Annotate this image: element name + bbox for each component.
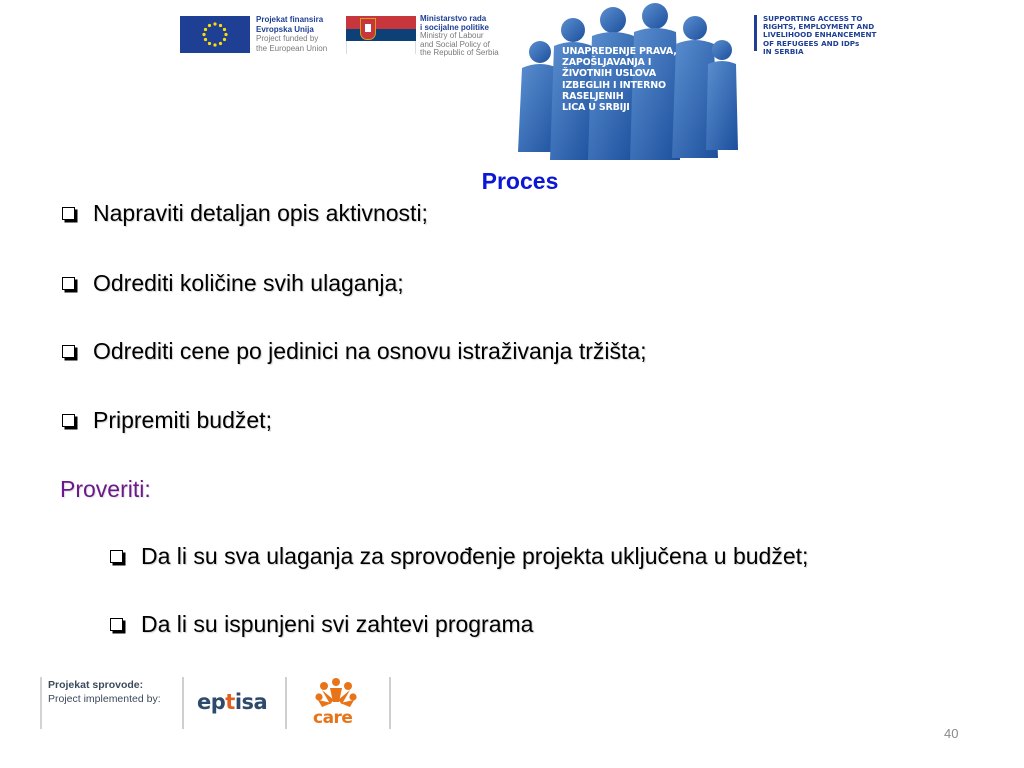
- footer-divider: [285, 677, 287, 729]
- header-divider: [754, 15, 757, 51]
- bullet-item: [62, 200, 428, 227]
- page-number: 40: [944, 726, 959, 741]
- check-heading: Proveriti:: [60, 476, 151, 502]
- crowd-text-line: ZAPOŠLJAVANJA I: [562, 57, 652, 69]
- crowd-text-line: UNAPREDENJE PRAVA,: [562, 46, 677, 57]
- implemented-label-en: Project implemented by:: [48, 693, 161, 705]
- footer-divider: [389, 677, 391, 729]
- bullet-item: [62, 407, 272, 434]
- bullet-item: [62, 270, 404, 297]
- crowd-text-line: RASELJENIH: [562, 90, 624, 102]
- bullet-item: [62, 338, 647, 365]
- ministry-text: [420, 15, 515, 58]
- checkbox-square-icon: [62, 414, 75, 427]
- bullet-text: Odrediti količine svih ulaganja;: [93, 270, 404, 296]
- serbia-coat-of-arms-icon: [360, 18, 376, 40]
- checkbox-square-icon: [62, 277, 75, 290]
- checkbox-square-icon: [110, 550, 123, 563]
- eu-flag-icon: [180, 16, 250, 53]
- crowd-logo-text: [562, 46, 702, 113]
- english-title-line: OF REFUGEES AND IDPs: [763, 38, 860, 48]
- serbia-flag-icon: [346, 16, 416, 54]
- bullet-text: Pripremiti budžet;: [93, 407, 272, 433]
- ministry-text-line: and Social Policy of: [420, 39, 490, 49]
- english-title-line: IN SERBIA: [763, 46, 804, 56]
- english-title-line: RIGHTS, EMPLOYMENT AND: [763, 22, 875, 32]
- crowd-text-line: IZBEGLIH I INTERNO: [562, 79, 666, 91]
- english-title-line: LIVELIHOOD ENHANCEMENT: [763, 30, 877, 40]
- implemented-label: Projekat sprovode:: [48, 679, 144, 691]
- ministry-text-line: Ministarstvo rada: [420, 14, 487, 23]
- eu-text-line: Evropska Unija: [256, 24, 314, 34]
- sub-bullet-text: Da li su ispunjeni svi zahtevi programa: [141, 611, 534, 637]
- footer-divider: [40, 677, 42, 729]
- eu-text-line: Project funded by: [256, 34, 319, 43]
- sub-bullet-item: [110, 611, 533, 638]
- implemented-by-text: [48, 678, 161, 706]
- ministry-text-line: Ministry of Labour: [420, 31, 484, 41]
- eptisa-part: t: [225, 690, 235, 714]
- crowd-text-line: LICA U SRBIJI: [562, 102, 630, 114]
- bullet-text: Odrediti cene po jedinici na osnovu istraživanja tržišta;: [93, 338, 647, 364]
- footer-divider: [182, 677, 184, 729]
- checkbox-square-icon: [110, 618, 123, 631]
- ministry-text-line: the Republic of Serbia: [420, 48, 499, 58]
- eptisa-logo: [197, 690, 267, 714]
- eptisa-part: isa: [234, 690, 268, 714]
- eu-funding-text: [256, 15, 346, 53]
- english-title-line: SUPPORTING ACCESS TO: [763, 14, 863, 23]
- eu-text-line: Projekat finansira: [256, 15, 324, 24]
- slide-title: Proces: [481, 168, 559, 194]
- eptisa-part: ep: [197, 690, 226, 714]
- sub-bullet-text: Da li su sva ulaganja za sprovođenje projekta uključena u budžet;: [141, 543, 809, 569]
- checkbox-square-icon: [62, 345, 75, 358]
- bullet-text: Napraviti detaljan opis aktivnosti;: [93, 200, 428, 226]
- ministry-text-line: i socijalne politike: [420, 22, 489, 32]
- crowd-text-line: ŽIVOTNIH USLOVA: [562, 68, 657, 80]
- care-logo-text: care: [313, 708, 353, 728]
- checkbox-square-icon: [62, 207, 75, 220]
- sub-bullet-item: [110, 543, 808, 570]
- english-project-title: [763, 15, 893, 56]
- eu-text-line: the European Union: [256, 43, 328, 53]
